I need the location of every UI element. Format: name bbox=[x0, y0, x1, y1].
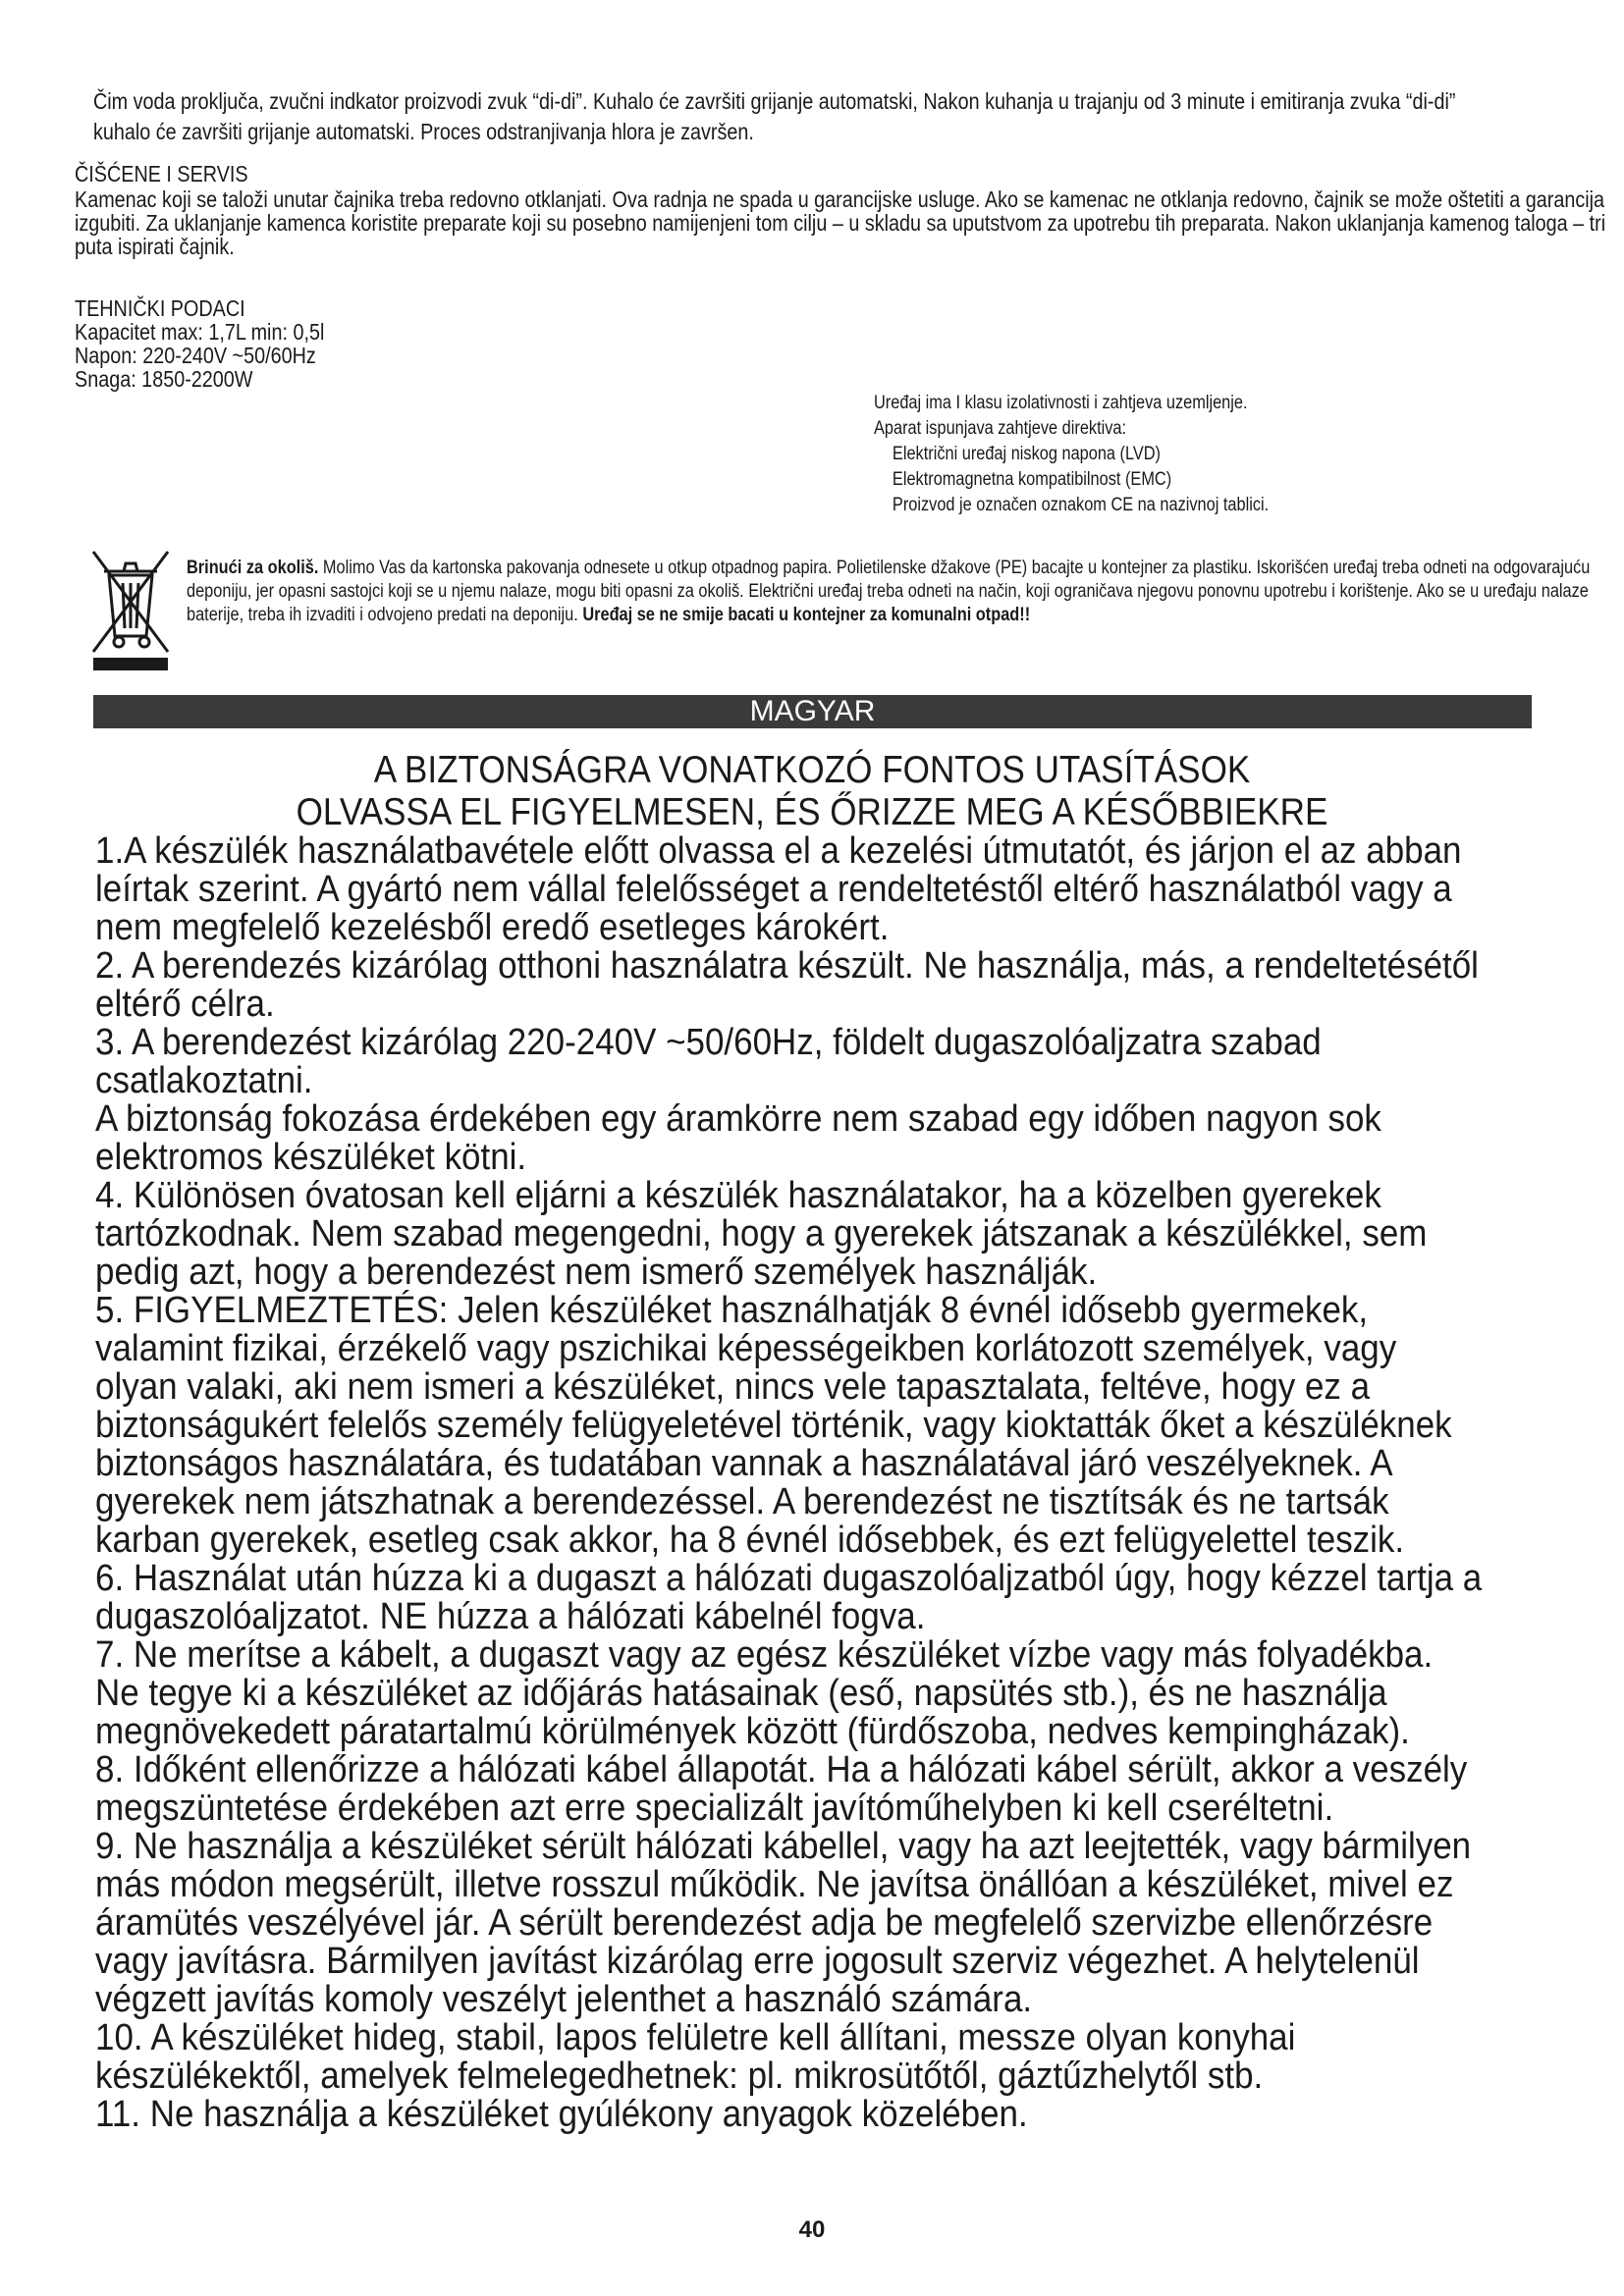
technical-line: Napon: 220-240V ~50/60Hz bbox=[75, 343, 316, 368]
compliance-item: Elektromagnetna kompatibilnost (EMC) bbox=[892, 469, 1172, 490]
compliance-item: Proizvod je označen oznakom CE na nazivnoj tablici. bbox=[892, 495, 1270, 515]
technical-line: Snaga: 1850-2200W bbox=[75, 366, 253, 392]
instruction-item: A biztonság fokozása érdekében egy áramkörre nem szabad egy időben nagyon sok elektromos készüléket kötni. bbox=[95, 1098, 1381, 1178]
instruction-item: 9. Ne használja a készüléket sérült hálózati kábellel, vagy ha azt leejtették, vagy bármilyen más módon megsérült, illetve rosszul működik. Ne javítsa önállóan a készüléket, mivel ez áramütés veszélyével jár. A sérült berendezést adja be megfelelő szervizbe ellenőrzésre vagy javításra. Bármilyen javítást kizárólag erre jogosult szerviz végezhet. A helytelenül végzett javítás komoly veszélyt jelenthet a használó számára. bbox=[95, 1826, 1472, 2020]
instruction-item: 10. A készüléket hideg, stabil, lapos felületre kell állítani, messze olyan konyhai készülékektől, amelyek felmelegedhetnek: pl. mikrosütőtől, gáztűzhelytől stb. bbox=[95, 2017, 1296, 2097]
instruction-item: 5. FIGYELMEZTETÉS: Jelen készüléket használhatják 8 évnél idősebb gyermekek, valamint fizikai, érzékelő vagy pszichikai képességeikben korlátozott személyek, vagy olyan valaki, aki nem ismeri a készüléket, nincs vele tapasztalata, feltéve, hogy ez a biztonságukért felelős személy felügyeletével történik, vagy kioktatták őket a készüléknek biztonságos használatára, és tudatában vannak a használatával járó veszélyeknek. A gyerekek nem játszhatnak a berendezéssel. A berendezést ne tisztítsák és ne tartsák karban gyerekek, esetleg csak akkor, ha 8 évnél idősebbek, és ezt felügyelettel teszik. bbox=[95, 1290, 1452, 1561]
cleaning-text bbox=[75, 187, 1624, 258]
page-number: 40 bbox=[798, 2216, 826, 2243]
compliance-item: Električni uređaj niskog napona (LVD) bbox=[892, 444, 1162, 464]
cleaning-title: ČIŠĆENE I SERVIS bbox=[75, 161, 248, 187]
safety-title-line: A BIZTONSÁGRA VONATKOZÓ FONTOS UTASÍTÁSOK bbox=[373, 749, 1251, 791]
instruction-item: 7. Ne merítse a kábelt, a dugaszt vagy az egész készüléket vízbe vagy más folyadékba. Ne tegye ki a készüléket az időjárás hatásainak (eső, napsütés stb.), és ne használja megnövekedett páratartalmú körülmények között (fürdőszoba, nedves kempingházak). bbox=[95, 1634, 1434, 1752]
safety-title bbox=[0, 749, 1624, 833]
environment-notice bbox=[187, 557, 1597, 627]
safety-instructions bbox=[95, 832, 1482, 2134]
environment-lead: Brinući za okoliš. bbox=[187, 558, 319, 578]
compliance-line: Uređaj ima I klasu izolativnosti i zahtjeva uzemljenje. bbox=[874, 393, 1248, 413]
instruction-item: 11. Ne használja a készüléket gyúlékony anyagok közelében. bbox=[95, 2094, 1028, 2135]
instruction-item: 2. A berendezés kizárólag otthoni használatra készült. Ne használja, más, a rendeltetésétől eltérő célra. bbox=[95, 945, 1479, 1025]
technical-data bbox=[75, 296, 324, 391]
intro-text bbox=[93, 86, 1512, 147]
instruction-item: 3. A berendezést kizárólag 220-240V ~50/60Hz, földelt dugaszolóaljzatra szabad csatlakoztatni. bbox=[95, 1022, 1322, 1101]
safety-title-line: OLVASSA EL FIGYELMESEN, ÉS ŐRIZZE MEG A KÉSŐBBIEKRE bbox=[296, 791, 1328, 833]
technical-title: TEHNIČKI PODACI bbox=[75, 295, 245, 321]
instruction-item: 8. Időként ellenőrizze a hálózati kábel állapotát. Ha a hálózati kábel sérült, akkor a veszély megszüntetése érdekében azt erre specializált javítóműhelyben ki kell cseréltetni. bbox=[95, 1749, 1468, 1829]
environment-text: Molimo Vas da kartonska pakovanja odnesete u otkup otpadnog papira. Polietilenske džakove (PE) bacajte u kontejner za plastiku. Iskorišćen uređaj treba odneti na odgovarajuću deponiju, jer opasni sastojci koji se u njemu nalaze, mogu biti opasni za okoliš. Električni uređaj treba odneti na način, koji ograničava njegovu ponovnu upotrebu i korištenje. Ako se u uređaju nalaze baterije, treba ih izvaditi i odvojeno predati na deponiju. bbox=[187, 558, 1591, 625]
compliance-line: Aparat ispunjava zahtjeve direktiva: bbox=[874, 418, 1127, 439]
compliance-block bbox=[874, 391, 1269, 518]
environment-paragraph bbox=[187, 557, 1597, 627]
instruction-item: 1.A készülék használatbavétele előtt olvassa el a kezelési útmutatót, és járjon el az abban leírtak szerint. A gyártó nem vállal felelősséget a rendeltetéstől eltérő használatból vagy a nem megfelelő kezelésből eredő esetleges károkért. bbox=[95, 830, 1462, 948]
instruction-item: 6. Használat után húzza ki a dugaszt a hálózati dugaszolóaljzatból úgy, hogy kézzel tartja a dugaszolóaljzatot. NE húzza a hálózati kábelnél fogva. bbox=[95, 1558, 1483, 1637]
language-banner: MAGYAR bbox=[93, 695, 1532, 728]
crossed-bin-icon bbox=[89, 546, 172, 673]
instruction-item: 4. Különösen óvatosan kell eljárni a készülék használatakor, ha a közelben gyerekek tartózkodnak. Nem szabad megengedni, hogy a gyerekek játszanak a készülékkel, sem pedig azt, hogy a berendezést nem ismerő személyek használják. bbox=[95, 1175, 1428, 1293]
intro-paragraph: Čim voda proključa, zvučni indkator proizvodi zvuk “di-di”. Kuhalo će završiti grijanje automatski, Nakon kuhanja u trajanju od 3 minute i emitiranja zvuka “di-di” kuhalo će završiti grijanje automatski. Proces odstranjivanja hlora je završen. bbox=[93, 88, 1456, 144]
environment-warning: Uređaj se ne smije bacati u kontejner za komunalni otpad!! bbox=[582, 605, 1031, 625]
technical-line: Kapacitet max: 1,7L min: 0,5l bbox=[75, 319, 325, 345]
cleaning-paragraph: Kamenac koji se taloži unutar čajnika treba redovno otklanjati. Ova radnja ne spada u garancijske usluge. Ako se kamenac ne otklanja redovno, čajnik se može oštetiti a garancija izgubiti. Za uklanjanje kamenca koristite preparate koji su posebno namijenjeni tom cilju – u skladu sa uputstvom za upotrebu tih preparata. Nakon uklanjanja kamenog taloga – tri puta ispirati čajnik. bbox=[75, 187, 1606, 259]
